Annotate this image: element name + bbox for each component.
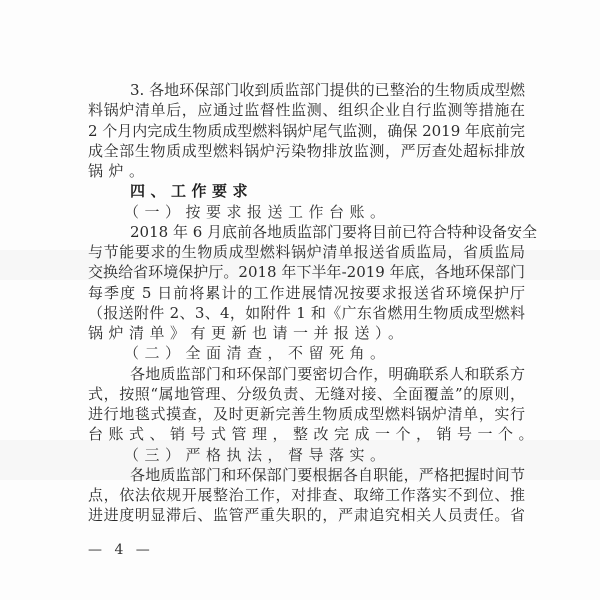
text-line: 2018 年 6 月底前各地质监部门要将目前已符合特种设备安全 (130, 222, 538, 241)
text-line: 每季度 5 日前将累计的工作进展情况按要求报送省环境保护厅 (88, 283, 525, 302)
text-line: 锅炉。 (88, 162, 150, 180)
subsection-heading-2: （二）全面清查，不留死角。 (124, 344, 391, 363)
text-line: 与节能要求的生物质成型燃料锅炉清单报送省质监局，省质监局 (88, 243, 525, 261)
text-line: 2 个月内完成生物质成型燃料锅炉尾气监测，确保 2019 年底前完 (88, 121, 526, 140)
paragraph-comprehensive-check (88, 364, 540, 445)
paragraph-strict-enforcement (88, 465, 525, 526)
subsection-heading-3: （三）严格执法，督导落实。 (124, 445, 391, 464)
text-line: 进进度明显滞后、监管严重失职的，严肃追究相关人员责任。省 (88, 506, 525, 525)
subsection-heading-1: （一）按要求报送工作台账。 (124, 202, 391, 221)
paragraph-item-3 (88, 80, 525, 181)
text-line: 各地质监部门和环保部门要根据各自职能，严格把握时间节 (130, 465, 525, 484)
text-line: （报送附件 2、3、4，如附件 1 和《广东省燃用生物质成型燃料 (88, 303, 525, 322)
document-body (88, 80, 540, 526)
section-heading: 四、工作要求 (130, 182, 254, 201)
text-line: 3. 各地环保部门收到质监部门提供的已整治的生物质成型燃 (130, 81, 525, 99)
text-line: 交换给省环境保护厅。2018 年下半年-2019 年底，各地环保部门 (88, 263, 525, 282)
text-line: 点，依法依规开展整治工作，对排查、取缔工作落实不到位、推 (88, 486, 525, 504)
paragraph-report-ledger (88, 222, 538, 344)
text-line: 料锅炉清单后，应通过监督性监测、组织企业自行监测等措施在 (88, 101, 525, 120)
text-line: 成全部生物质成型燃料锅炉污染物排放监测，严厉查处超标排放 (88, 141, 525, 160)
text-line: 锅炉清单》有更新也请一并报送）。 (88, 324, 409, 342)
text-line: 各地质监部门和环保部门要密切合作，明确联系人和联系方 (130, 364, 525, 383)
text-line: 进行地毯式摸查，及时更新完善生物质成型燃料锅炉清单，实行 (88, 405, 525, 423)
page-number: — 4 — (88, 542, 154, 558)
text-line: 台账式、销号式管理，整改完成一个，销号一个。 (88, 425, 540, 444)
text-line: 式，按照“属地管理、分级负责、无缝对接、全面覆盖”的原则， (88, 384, 525, 403)
